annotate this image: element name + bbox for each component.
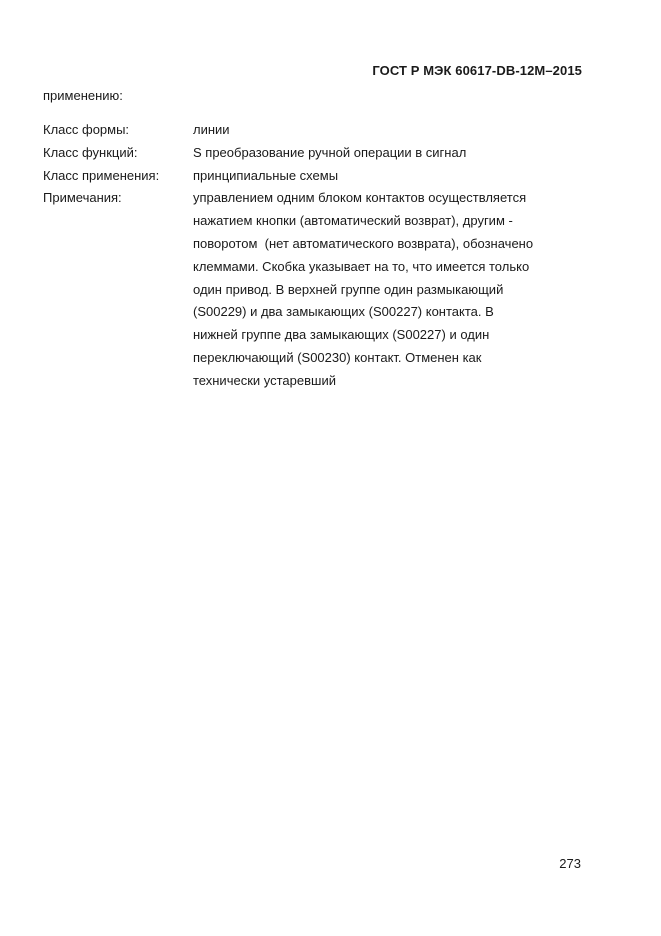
note-line: (S00229) и два замыкающих (S00227) контакта. В [193,304,494,320]
field-label: Класс функций: [43,144,138,160]
field-row-application-class [43,165,583,188]
page-number: 273 [559,856,581,871]
notes-label: Примечания: [43,190,122,206]
field-label: Класс применения: [43,167,160,183]
note-line: нажатием кнопки (автоматический возврат), другим - [193,213,513,229]
field-value: линии [193,122,230,137]
field-row-function-class [43,142,583,165]
note-line: технически устаревший [193,372,336,388]
note-line: нижней группе два замыкающих (S00227) и один [193,327,490,343]
symbol-attributes [43,119,583,393]
field-label: Класс формы: [43,122,130,137]
notes-text [193,187,583,392]
document-header-standard-code: ГОСТ Р МЭК 60617-DB-12M–2015 [372,63,582,78]
note-line: переключающий (S00230) контакт. Отменен как [193,349,482,365]
field-value: S преобразование ручной операции в сигнал [193,144,467,160]
field-row-form-class [43,119,583,142]
lead-text: применению: [43,88,123,103]
note-line: один привод. В верхней группе один размыкающий [193,281,504,297]
field-row-notes [43,187,583,392]
note-line: поворотом (нет автоматического возврата), обозначено [193,235,534,251]
field-value: принципиальные схемы [193,167,339,183]
note-line: управлением одним блоком контактов осуществляется [193,190,527,206]
note-line: клеммами. Скобка указывает на то, что имеется только [193,258,530,274]
